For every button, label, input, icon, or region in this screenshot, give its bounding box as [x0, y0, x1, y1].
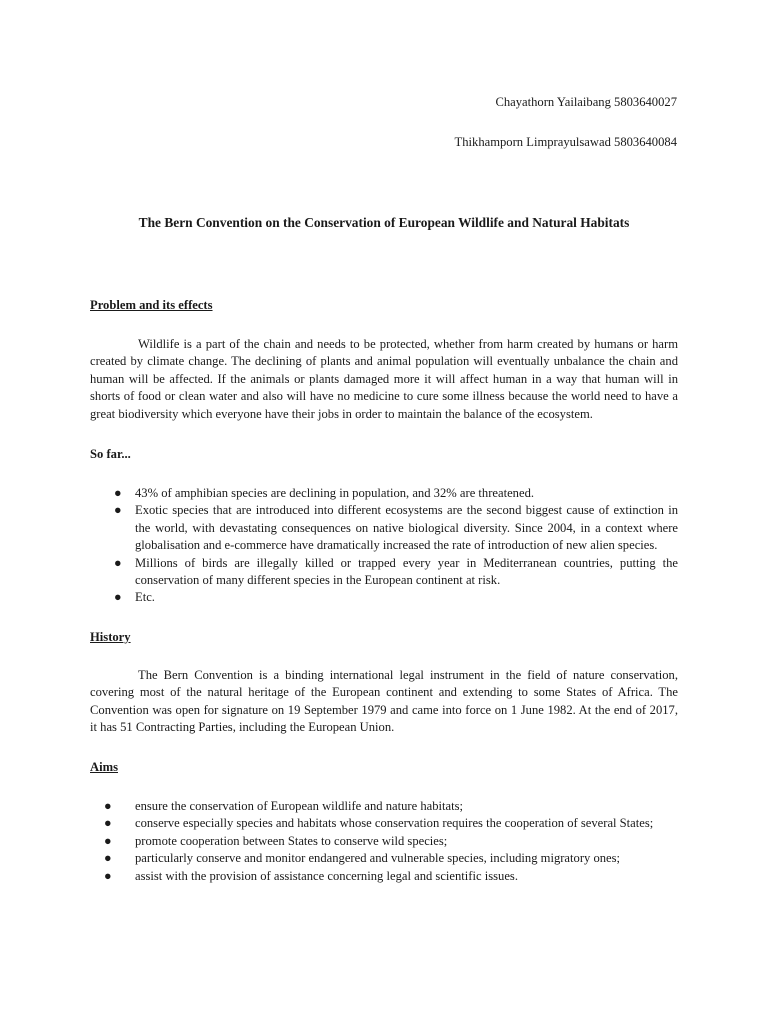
bullet-icon: ● — [104, 833, 112, 848]
section-heading-so-far: So far... — [90, 447, 131, 461]
problem-paragraph — [90, 336, 678, 423]
bullet-icon: ● — [104, 868, 112, 883]
bullet-icon: ● — [104, 851, 112, 866]
author-line: Thikhamporn Limprayulsawad 5803640084 — [454, 135, 677, 149]
document-title: The Bern Convention on the Conservation of European Wildlife and Natural Habitats — [138, 215, 630, 230]
bullet-icon: ● — [104, 799, 112, 813]
list-item — [90, 502, 678, 554]
list-item — [90, 833, 678, 850]
list-item — [90, 589, 678, 606]
list-item — [90, 850, 678, 867]
section-heading-history: History — [90, 630, 131, 644]
list-item-text: promote cooperation between States to conserve wild species; — [135, 833, 448, 848]
list-item — [90, 868, 678, 885]
bullet-icon: ● — [114, 590, 122, 605]
bullet-icon: ● — [114, 486, 122, 500]
list-item — [90, 485, 678, 502]
list-item — [90, 815, 678, 832]
bullet-icon: ● — [114, 503, 122, 518]
list-item-text: Exotic species that are introduced into different ecosystems are the second biggest cause of extinction in the world, with devastating consequences on native biological diversity. Since 2004, in a context where globalisation and e-commerce have dramatically increased the rate of introduction of new alien species. — [135, 503, 678, 553]
list-item-text: ensure the conservation of European wildlife and nature habitats; — [135, 799, 464, 813]
bullet-icon: ● — [114, 555, 122, 570]
section-heading-aims: Aims — [90, 760, 118, 774]
list-item-text: particularly conserve and monitor endangered and vulnerable species, including migratory ones; — [135, 851, 621, 866]
list-item — [90, 555, 678, 590]
list-item-text: Etc. — [135, 590, 155, 605]
bullet-icon: ● — [104, 816, 112, 831]
author-block — [455, 93, 677, 173]
aims-list — [90, 798, 678, 885]
list-item-text: conserve especially species and habitats whose conservation requires the cooperation of several States; — [135, 816, 654, 831]
list-item-text: assist with the provision of assistance concerning legal and scientific issues. — [135, 868, 518, 883]
history-paragraph — [90, 667, 678, 737]
author-line: Chayathorn Yailaibang 5803640027 — [495, 95, 677, 109]
list-item-text: 43% of amphibian species are declining in population, and 32% are threatened. — [135, 486, 535, 500]
list-item — [90, 798, 678, 815]
problem-text: Wildlife is a part of the chain and needs to be protected, whether from harm created by humans or harm created by climate change. The declining of plants and animal population will eventually unbalance the chain and human will be affected. If the animals or plants damaged more it will affect human in a way that human will in shorts of food or clean water and also will have no medicine to cure some illness because the world need to have a great biodiversity which everyone have their jobs in order to maintain the balance of the ecosystem. — [90, 337, 678, 421]
section-heading-problem: Problem and its effects — [90, 298, 213, 312]
history-text: The Bern Convention is a binding international legal instrument in the field of nature conservation, covering most of the natural heritage of the European continent and extending to some States of Africa. The Convention was open for signature on 19 September 1979 and came into force on 1 June 1982. At the end of 2017, it has 51 Contracting Parties, including the European Union. — [90, 668, 678, 735]
so-far-list — [90, 485, 678, 607]
list-item-text: Millions of birds are illegally killed or trapped every year in Mediterranean countries, putting the conservation of many different species in the European continent at risk. — [135, 555, 678, 588]
